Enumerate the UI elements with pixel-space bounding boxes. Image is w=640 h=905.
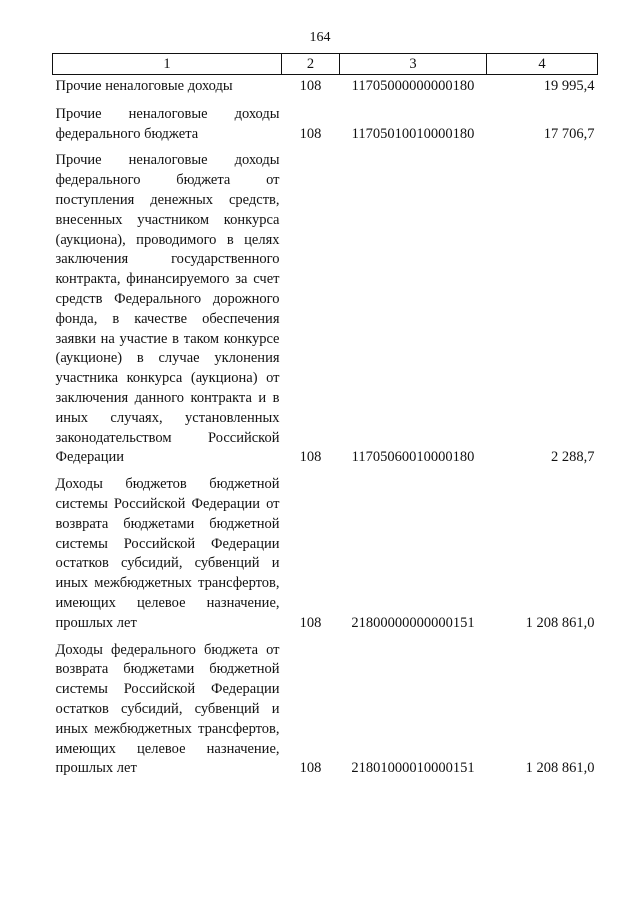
revenue-amount: 19 995,4 [543, 78, 595, 94]
page-number: 164 [309, 30, 331, 45]
revenue-name: Доходы бюджетов бюджетной системы Российской Федерации от возврата бюджетами бюджетной системы Российской Федерации остатков субсидий, субвенций и иных межбюджетных трансфертов, имеющих целевое назначение, прошлых лет [55, 476, 280, 631]
revenue-code: 11705000000000180 [351, 78, 475, 94]
header-col-2: 2 [282, 54, 340, 75]
revenue-amount: 1 208 861,0 [525, 614, 595, 631]
revenue-name: Прочие неналоговые доходы [55, 78, 233, 94]
admin-code: 108 [299, 125, 322, 142]
table-row [53, 75, 598, 97]
revenue-code: 11705010010000180 [351, 125, 475, 142]
admin-code: 108 [299, 760, 322, 777]
budget-revenue-table [52, 53, 598, 779]
header-col-3: 3 [340, 54, 487, 75]
revenue-name: Прочие неналоговые доходы федерального бюджета от поступления денежных средств, внесенных участником конкурса (аукциона), проводимого в целях заключения государственного контракта, финансируемого за счет средств Федерального дорожного фонда, в качестве обеспечения заявки на участие в таком конкурсе (аукционе) в случае уклонения участника конкурса (аукциона) от заключения данного контракта и в иных случаях, установленных законодательством Российской Федерации [55, 152, 280, 466]
revenue-code: 21800000000000151 [351, 614, 475, 631]
table-row [53, 97, 598, 145]
table-body [53, 75, 598, 780]
header-col-4: 4 [487, 54, 598, 75]
admin-code: 108 [299, 449, 322, 466]
header-row [53, 54, 598, 75]
table-row [53, 468, 598, 633]
revenue-code: 21801000010000151 [351, 760, 475, 777]
admin-code: 108 [299, 614, 322, 631]
revenue-amount: 1 208 861,0 [525, 760, 595, 777]
revenue-name: Доходы федерального бюджета от возврата бюджетами бюджетной системы Российской Федерации остатков субсидий, субвенций и иных межбюджетных трансфертов, имеющих целевое назначение, прошлых лет [55, 641, 280, 777]
revenue-code: 11705060010000180 [351, 449, 475, 466]
table-row [53, 144, 598, 468]
admin-code: 108 [299, 78, 322, 94]
revenue-amount: 17 706,7 [543, 125, 595, 142]
revenue-name: Прочие неналоговые доходы федерального бюджета [55, 105, 280, 142]
header-col-1: 1 [53, 54, 282, 75]
revenue-amount: 2 288,7 [551, 449, 595, 466]
table-header [53, 54, 598, 75]
table-row [53, 634, 598, 780]
